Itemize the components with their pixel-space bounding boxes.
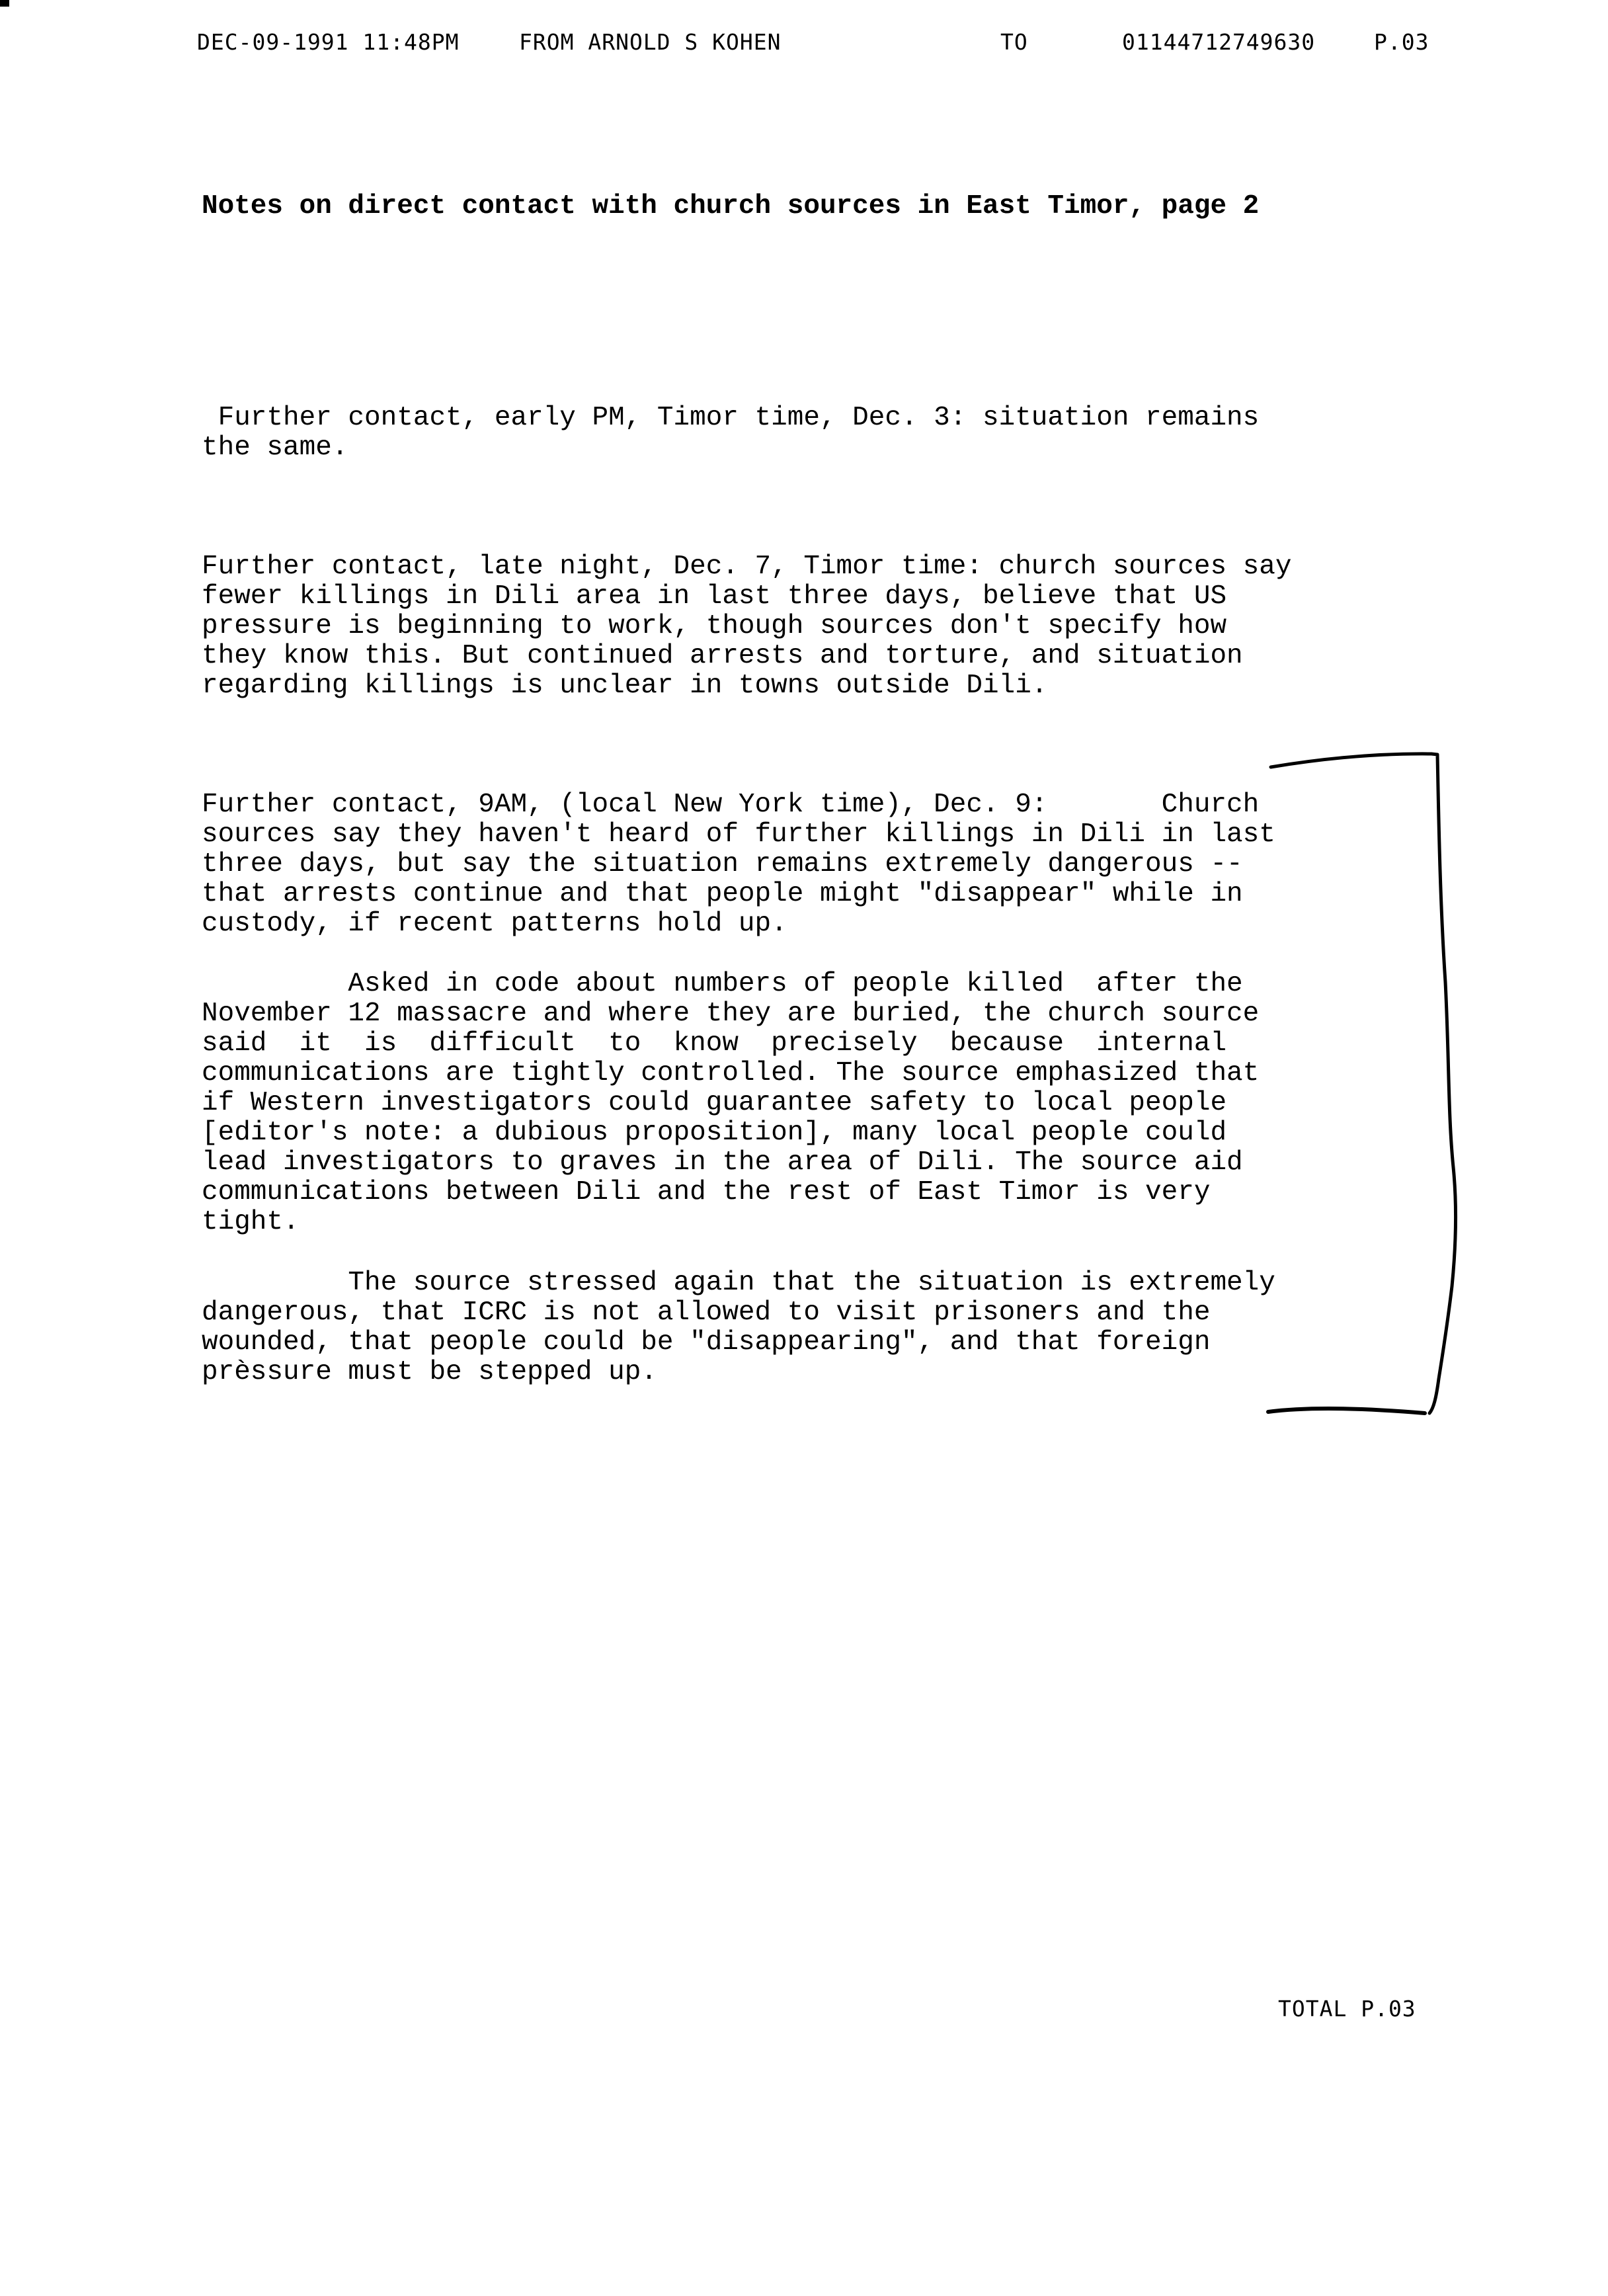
fax-header xyxy=(0,29,1608,58)
fax-number: 01144712749630 xyxy=(1122,29,1316,55)
scan-mark xyxy=(0,0,9,7)
fax-page-number: P.03 xyxy=(1374,29,1429,55)
document-title: Notes on direct contact with church sources in East Timor, page 2 xyxy=(202,191,1260,222)
fax-date-time: DEC-09-1991 11:48PM xyxy=(197,29,460,55)
total-pages: TOTAL P.03 xyxy=(1278,1996,1416,2022)
paragraph-dec7: Further contact, late night, Dec. 7, Timor time: church sources say fewer killings in Dili area in last three days, believe that US pressure is beginning to work, though sources don't specify how they know this. But continued arrests and torture, and situation regarding killings is unclear in towns outside Dili. xyxy=(202,552,1292,701)
fax-to-label: TO xyxy=(1000,29,1028,55)
paragraph-dec9: Further contact, 9AM, (local New York time), Dec. 9: Church sources say they haven't heard of further killings in Dili in last three days, but say the situation remains extremely dangerous -- that arrests continue and that people might "disappear" while in custody, if recent patterns hold up. xyxy=(202,790,1275,939)
paragraph-stressed: The source stressed again that the situation is extremely dangerous, that ICRC is not allowed to visit prisoners and the wounded, that people could be "disappearing", and that foreign prèssure must be stepped up. xyxy=(202,1268,1275,1387)
fax-sender: FROM ARNOLD S KOHEN xyxy=(519,29,782,55)
handwritten-bracket xyxy=(1256,744,1481,1432)
paragraph-dec3: Further contact, early PM, Timor time, Dec. 3: situation remains the same. xyxy=(202,403,1260,463)
paragraph-code-inquiry: Asked in code about numbers of people killed after the November 12 massacre and where they are buried, the church source said it is difficult to know precisely because internal communications are tightly controlled. The source emphasized that if Western investigators could guarantee safety to local people [editor's note: a dubious proposition], many local people could lead investigators to graves in the area of Dili. The source aid communications between Dili and the rest of East Timor is very tight. xyxy=(202,969,1260,1237)
